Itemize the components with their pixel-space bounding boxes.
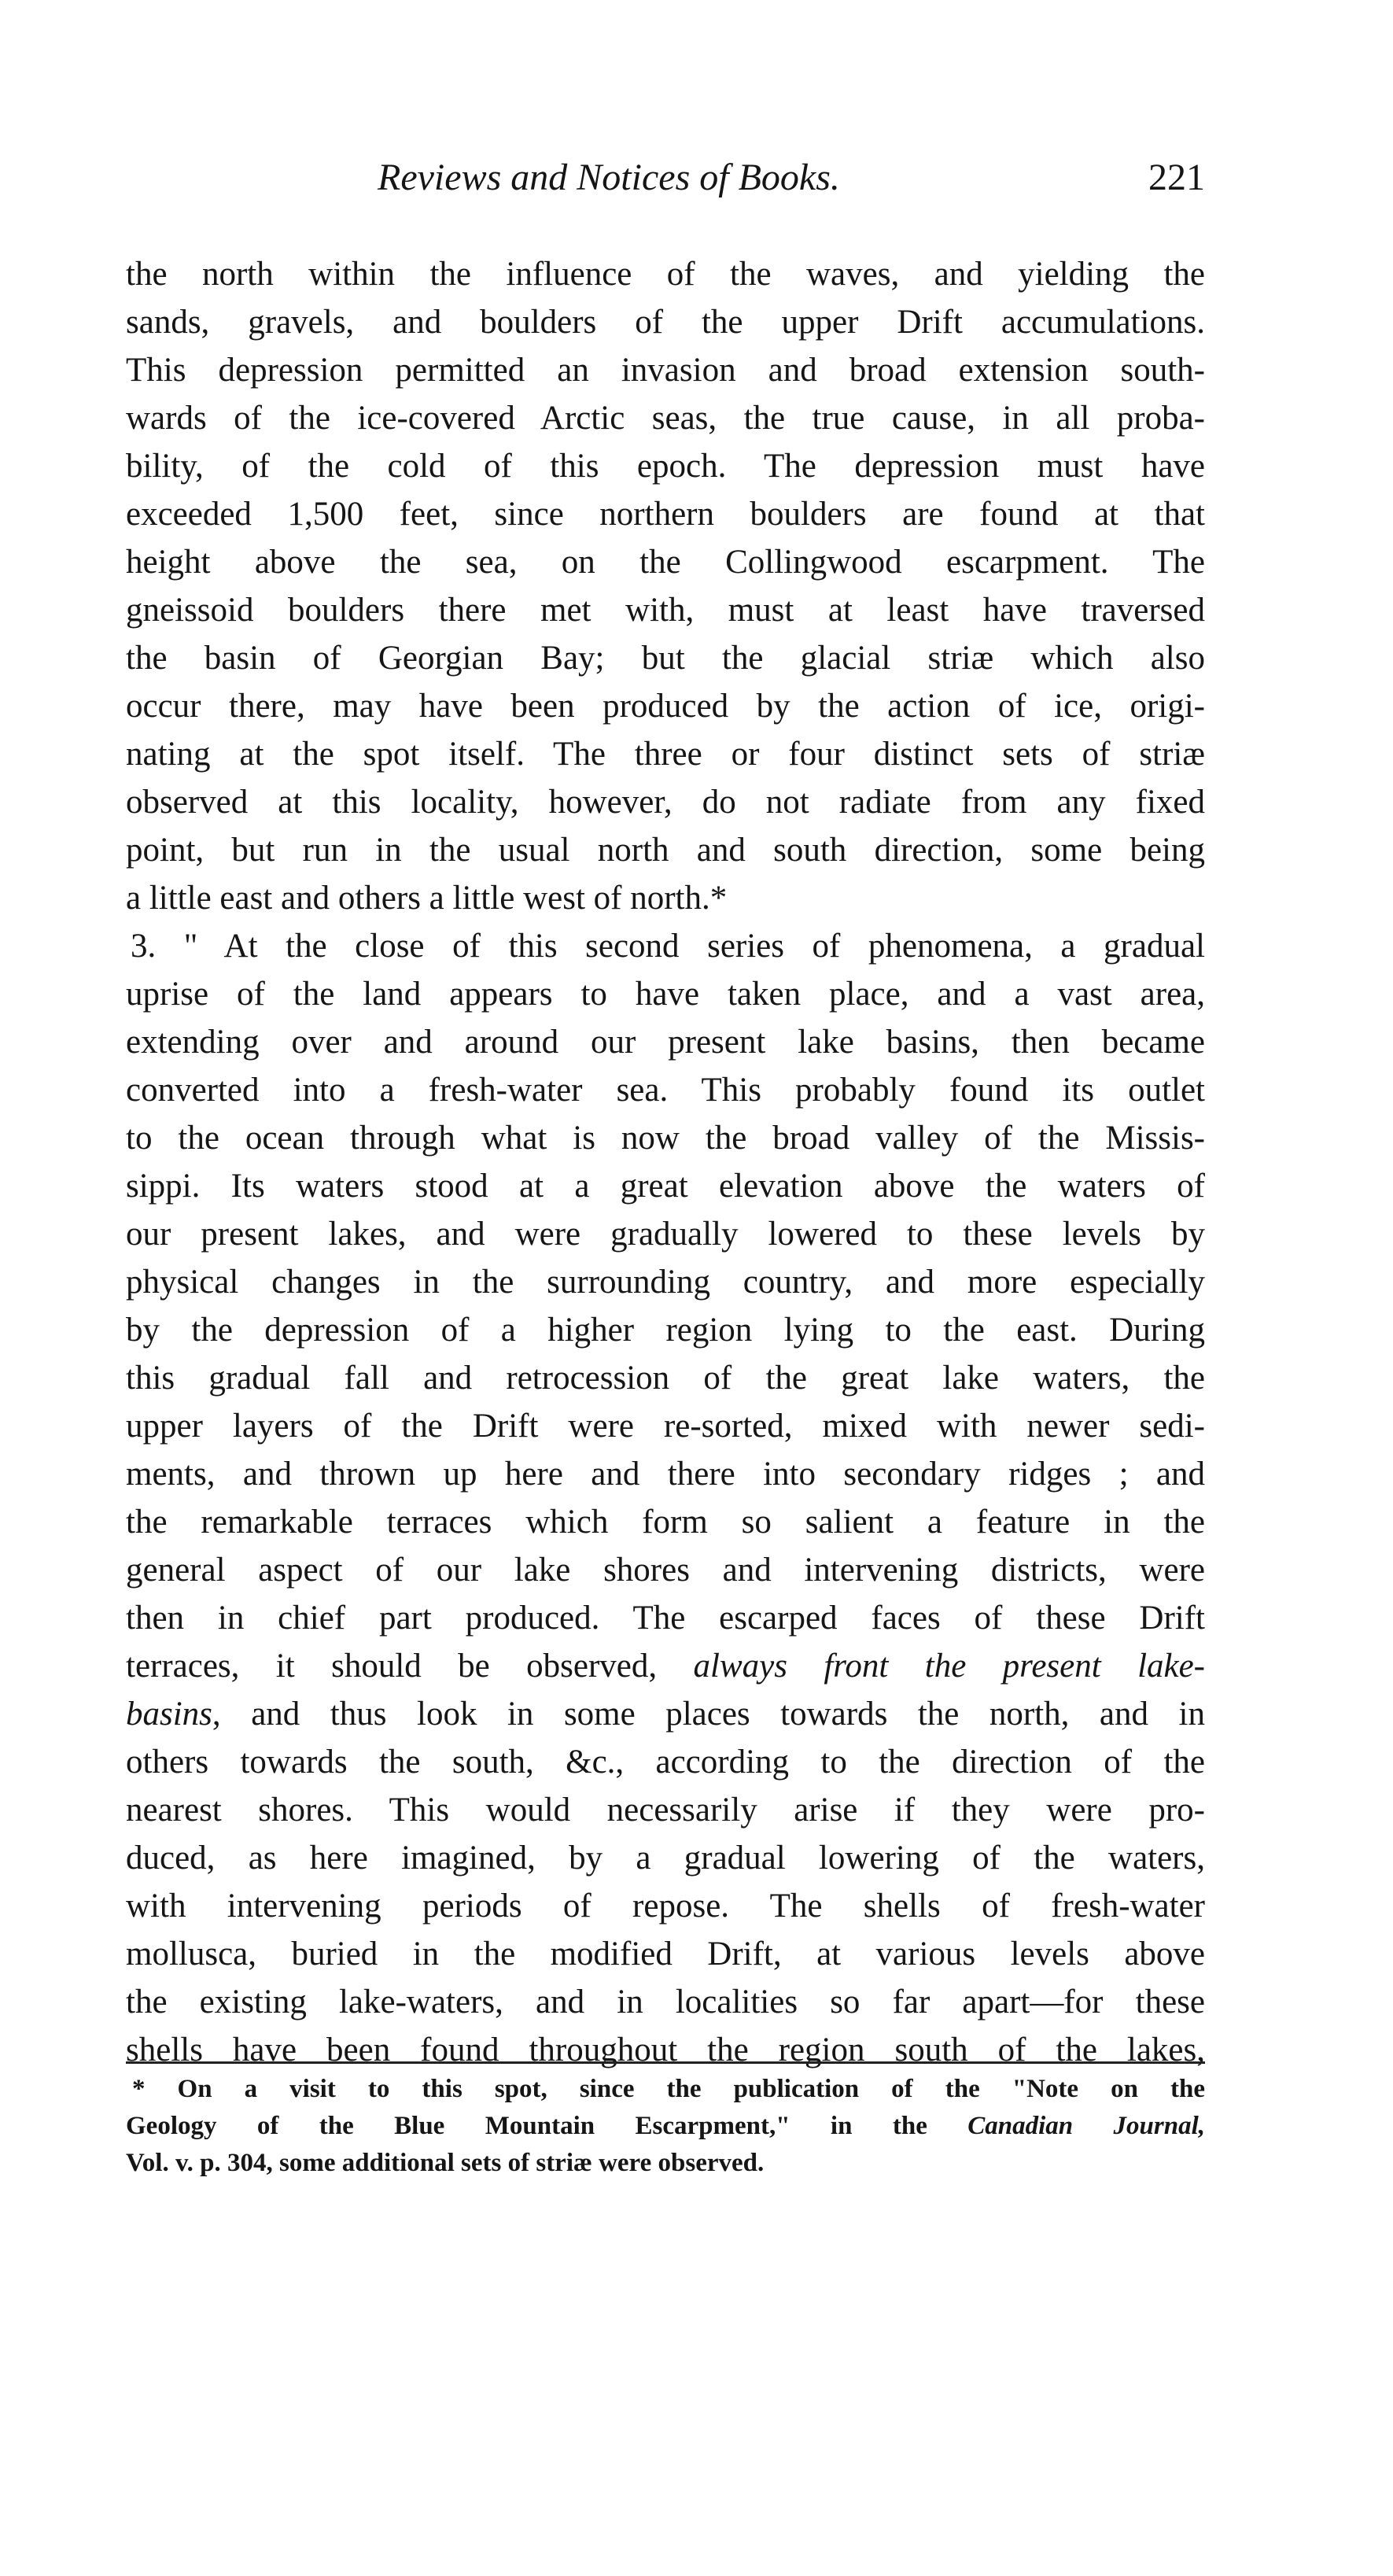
text-line-with-emphasis (126, 1690, 1205, 1738)
text-line: to the ocean through what is now the broad valley of the Missis- (126, 1120, 1205, 1157)
footnote-line: * On a visit to this spot, since the publication of the "Note on the (132, 2075, 1205, 2103)
footnote (126, 2071, 1205, 2182)
text-line: gneissoid boulders there met with, must at least have traversed (126, 592, 1205, 629)
text-line: sands, gravels, and boulders of the upper Drift accumulations. (126, 304, 1205, 341)
text-line: by the depression of a higher region lying to the east. During (126, 1312, 1205, 1349)
text-line-with-emphasis (126, 1642, 1205, 1690)
text-line: with intervening periods of repose. The shells of fresh-water (126, 1888, 1205, 1925)
running-title: Reviews and Notices of Books. (378, 157, 840, 198)
footnote-line (126, 2108, 1205, 2145)
text-line: the north within the influence of the waves, and yielding the (126, 256, 1205, 293)
footnote-rule (126, 2061, 1205, 2064)
text-line: the basin of Georgian Bay; but the glacial striæ which also (126, 640, 1205, 677)
text-line: height above the sea, on the Collingwood escarpment. The (126, 544, 1205, 581)
text-line: sippi. Its waters stood at a great elevation above the waters of (126, 1168, 1205, 1205)
text-line: physical changes in the surrounding country, and more especially (126, 1264, 1205, 1301)
text-line: others towards the south, &c., according to the direction of the (126, 1744, 1205, 1781)
journal-title: Canadian Journal, (967, 2112, 1205, 2140)
footnote-line: Vol. v. p. 304, some additional sets of striæ were observed. (126, 2149, 765, 2177)
text-line: our present lakes, and were gradually lowered to these levels by (126, 1216, 1205, 1253)
text-line: point, but run in the usual north and south direction, some being (126, 832, 1205, 869)
emphasis-text: basins (126, 1696, 212, 1733)
text-line: converted into a fresh-water sea. This probably found its outlet (126, 1072, 1205, 1109)
text-line: this gradual fall and retrocession of the great lake waters, the (126, 1360, 1205, 1397)
line-text: terraces, it should be observed, (126, 1648, 694, 1685)
text-line: extending over and around our present lake basins, then became (126, 1024, 1205, 1061)
text-line: occur there, may have been produced by the action of ice, origi- (126, 688, 1205, 725)
text-line: exceeded 1,500 feet, since northern boulders are found at that (126, 496, 1205, 533)
running-head (126, 154, 1205, 217)
text-line: nearest shores. This would necessarily arise if they were pro- (126, 1792, 1205, 1829)
footnote-text: Geology of the Blue Mountain Escarpment," in the (126, 2112, 968, 2140)
page-number: 221 (1148, 157, 1205, 198)
text-line: duced, as here imagined, by a gradual lowering of the waters, (126, 1840, 1205, 1877)
text-line: a little east and others a little west of north.* (126, 880, 728, 917)
text-line: the remarkable terraces which form so salient a feature in the (126, 1504, 1205, 1541)
text-line: upper layers of the Drift were re-sorted, mixed with newer sedi- (126, 1408, 1205, 1445)
text-line: shells have been found throughout the region south of the lakes, (126, 2032, 1205, 2069)
line-text: , and thus look in some places towards the north, and in (212, 1696, 1205, 1733)
body-text (126, 250, 1205, 2074)
emphasis-text: always front the present lake- (693, 1648, 1205, 1685)
text-line: wards of the ice-covered Arctic seas, the true cause, in all proba- (126, 400, 1205, 437)
text-line: nating at the spot itself. The three or four distinct sets of striæ (126, 736, 1205, 773)
text-line: bility, of the cold of this epoch. The depression must have (126, 448, 1205, 485)
text-line: observed at this locality, however, do not radiate from any fixed (126, 784, 1205, 821)
text-line: ments, and thrown up here and there into secondary ridges ; and (126, 1456, 1205, 1493)
text-line: then in chief part produced. The escarped faces of these Drift (126, 1600, 1205, 1637)
text-line: uprise of the land appears to have taken place, and a vast area, (126, 976, 1205, 1013)
text-line: This depression permitted an invasion and broad extension south- (126, 352, 1205, 389)
text-line: general aspect of our lake shores and intervening districts, were (126, 1552, 1205, 1589)
text-line: mollusca, buried in the modified Drift, at various levels above (126, 1936, 1205, 1973)
text-line: the existing lake-waters, and in localities so far apart—for these (126, 1984, 1205, 2021)
paragraph-start-line: 3. " At the close of this second series of phenomena, a gradual (131, 928, 1205, 965)
